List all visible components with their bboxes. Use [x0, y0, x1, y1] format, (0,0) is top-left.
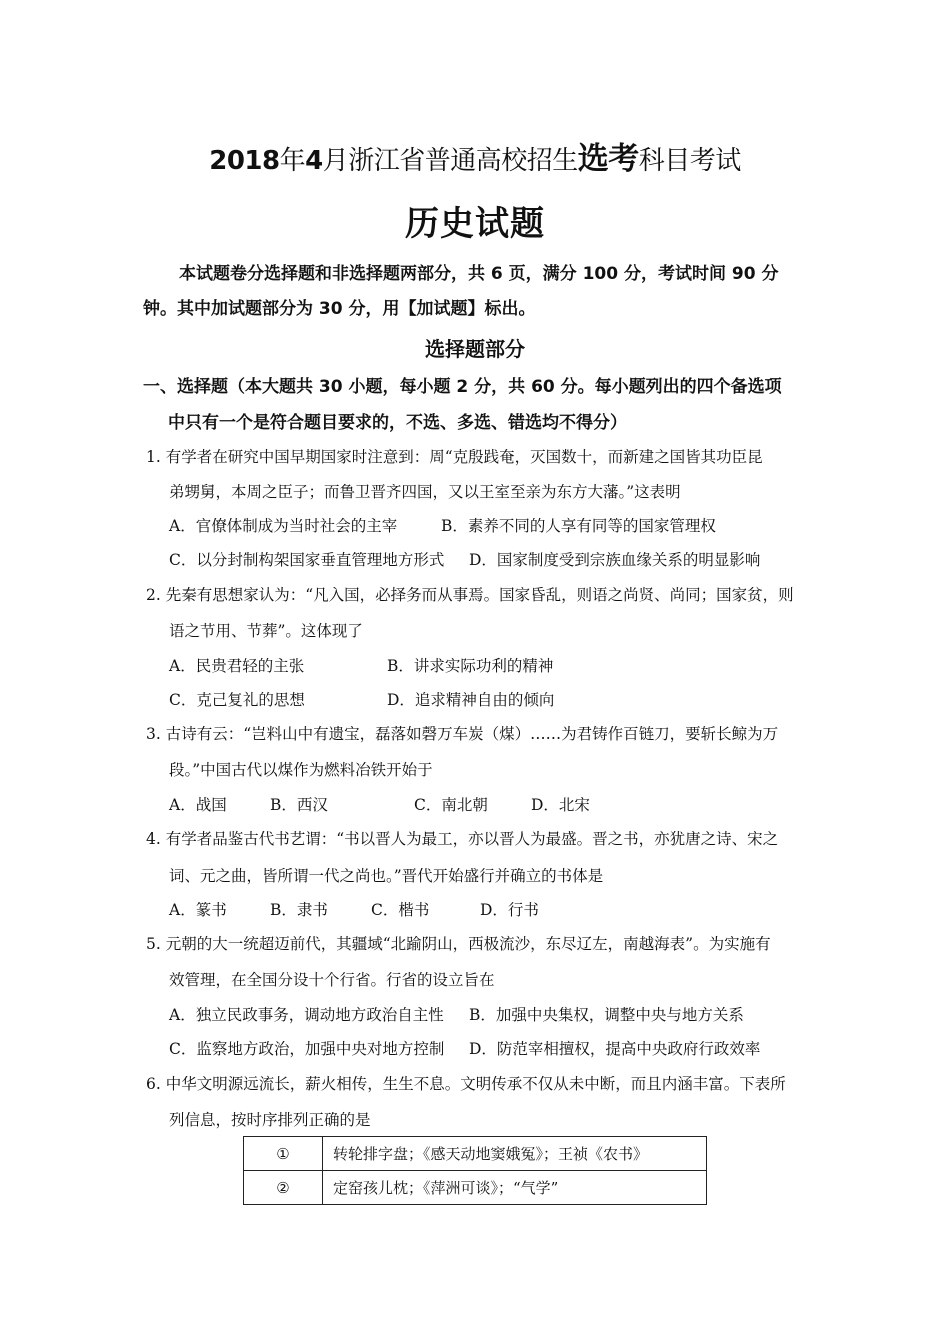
question-1-stem: 1. 有学者在研究中国早期国家时注意到：周“克殷践奄，灭国数十，而新建之国皆其功臣昆	[146, 448, 763, 466]
table-row	[244, 1171, 707, 1205]
part-line-1: 一、选择题（本大题共 30 小题，每小题 2 分，共 60 分。每小题列出的四个备选项	[143, 377, 782, 397]
question-2-option-b: B．讲求实际功利的精神	[387, 657, 554, 675]
question-5-stem-cont: 效管理，在全国分设十个行省。行省的设立旨在	[169, 971, 495, 989]
title-tail: 科目考试	[638, 146, 741, 176]
title-emphasis: 选考	[577, 141, 639, 177]
question-2-option-d: D．追求精神自由的倾向	[387, 691, 555, 709]
question-1-option-b: B．素养不同的人享有同等的国家管理权	[441, 517, 716, 535]
question-1-option-a: A．官僚体制成为当时社会的主宰	[169, 517, 398, 535]
intro-line-1: 本试题卷分选择题和非选择题两部分，共 6 页，满分 100 分，考试时间 90 分	[179, 264, 779, 284]
table-cell-text: 定窑孩儿枕；《萍洲可谈》；“气学”	[323, 1171, 707, 1205]
question-4-option-d: D．行书	[480, 901, 539, 919]
intro-line-2: 钟。其中加试题部分为 30 分，用【加试题】标出。	[143, 299, 536, 319]
question-6-stem: 6. 中华文明源远流长，薪火相传，生生不息。文明传承不仅从未中断，而且内涵丰富。下表所	[146, 1075, 786, 1093]
question-6-stem-cont: 列信息，按时序排列正确的是	[169, 1111, 371, 1129]
question-4-option-c: C．楷书	[371, 901, 430, 919]
question-4-stem-cont: 词、元之曲，皆所谓一代之尚也。”晋代开始盛行并确立的书体是	[169, 867, 604, 885]
question-3-stem: 3. 古诗有云：“岂料山中有遗宝，磊落如磬万车炭（煤）……为君铸作百链刀，要斩长鲸为万	[146, 725, 779, 743]
title-body: 月浙江省普通高校招生	[322, 146, 578, 176]
exam-title	[0, 133, 950, 178]
question-2-stem: 2. 先秦有思想家认为：“凡入国，必择务而从事焉。国家昏乱，则语之尚贤、尚同；国家贫，则	[146, 586, 794, 604]
table-cell-num: ①	[244, 1137, 323, 1171]
title-month: 4	[305, 146, 323, 176]
subject-title: 历史试题	[405, 204, 545, 244]
question-2-option-a: A．民贵君轻的主张	[169, 657, 305, 675]
question-5-option-d: D．防范宰相擅权，提高中央政府行政效率	[469, 1040, 761, 1058]
question-5-stem: 5. 元朝的大一统超迈前代，其疆域“北踰阴山，西极流沙，东尽辽左，南越海表”。为实施有	[146, 935, 771, 953]
question-4-option-b: B．隶书	[270, 901, 328, 919]
question-4-option-a: A．篆书	[169, 901, 227, 919]
question-3-option-c: C．南北朝	[414, 796, 488, 814]
question-1-option-d: D．国家制度受到宗族血缘关系的明显影响	[469, 551, 761, 569]
section-title: 选择题部分	[425, 337, 525, 361]
intro-paragraph	[143, 257, 813, 327]
part-instructions	[143, 369, 813, 441]
title-year: 2018	[209, 146, 280, 176]
question-6-table	[243, 1136, 707, 1205]
title-year-char: 年	[279, 146, 306, 176]
question-1-option-c: C．以分封制构架国家垂直管理地方形式	[169, 551, 445, 569]
table-cell-text: 转轮排字盘；《感天动地窦娥冤》；王祯《农书》	[323, 1137, 707, 1171]
question-3-option-b: B．西汉	[270, 796, 328, 814]
question-4-stem: 4. 有学者品鉴古代书艺谓：“书以晋人为最工，亦以晋人为最盛。晋之书，亦犹唐之诗、宋之	[146, 830, 779, 848]
question-1-stem-cont: 弟甥舅，本周之臣子；而鲁卫晋齐四国，又以王室至亲为东方大藩。”这表明	[169, 483, 681, 501]
question-3-option-a: A．战国	[169, 796, 227, 814]
question-5-option-b: B．加强中央集权，调整中央与地方关系	[469, 1006, 744, 1024]
question-2-stem-cont: 语之节用、节葬”。这体现了	[169, 622, 363, 640]
question-3-stem-cont: 段。”中国古代以煤作为燃料冶铁开始于	[169, 761, 433, 779]
question-3-option-d: D．北宋	[531, 796, 590, 814]
question-2-option-c: C．克己复礼的思想	[169, 691, 305, 709]
table-cell-num: ②	[244, 1171, 323, 1205]
question-5-option-a: A．独立民政事务，调动地方政治自主性	[169, 1006, 444, 1024]
table-row	[244, 1137, 707, 1171]
part-line-2: 中只有一个是符合题目要求的，不选、多选、错选均不得分）	[168, 413, 627, 433]
question-5-option-c: C．监察地方政治，加强中央对地方控制	[169, 1040, 445, 1058]
